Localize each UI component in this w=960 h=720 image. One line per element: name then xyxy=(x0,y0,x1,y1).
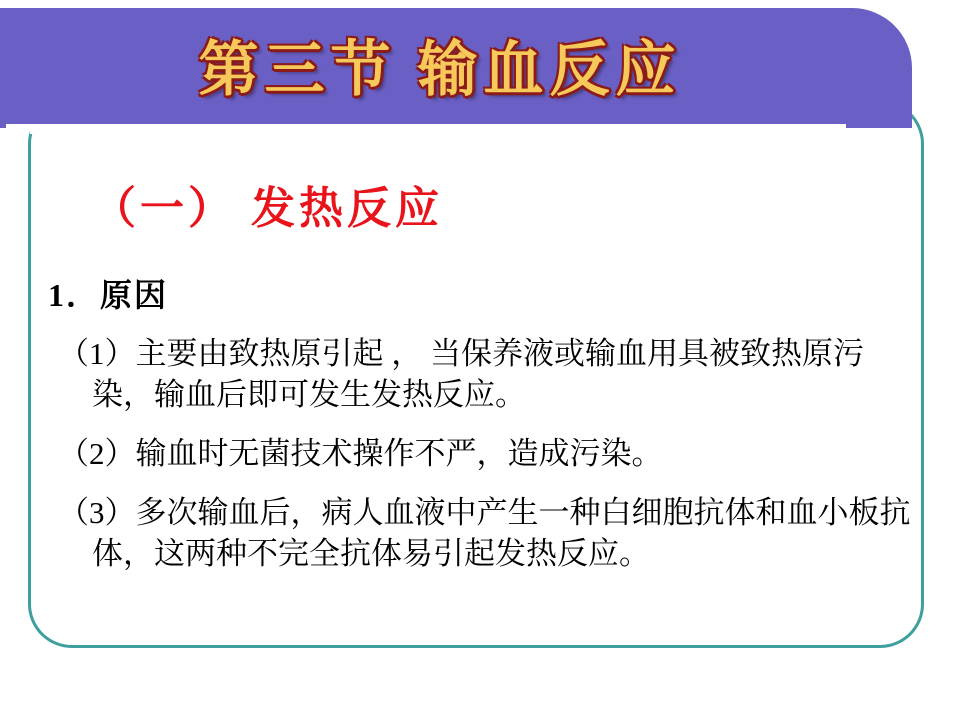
section-subtitle: （一） 发热反应 xyxy=(92,184,443,233)
page-title: 第三节 输血反应 xyxy=(198,37,682,103)
list-item xyxy=(58,434,914,475)
title-underline xyxy=(6,124,846,130)
list-item-text: （3）多次输血后，病人血液中产生一种白细胞抗体和血小板抗体，这两种不完全抗体易引起发热反应。 xyxy=(58,494,911,571)
slide-content xyxy=(44,150,914,630)
list-item xyxy=(58,493,914,575)
list-item xyxy=(58,334,914,416)
list-item-text: （2）输血时无菌技术操作不严，造成污染。 xyxy=(58,435,663,471)
section-heading: 1．原因 xyxy=(48,277,169,313)
list-item-text: （1）主要由致热原引起 ， 当保养液或输血用具被致热原污染，输血后即可发生发热反应。 xyxy=(58,336,864,412)
